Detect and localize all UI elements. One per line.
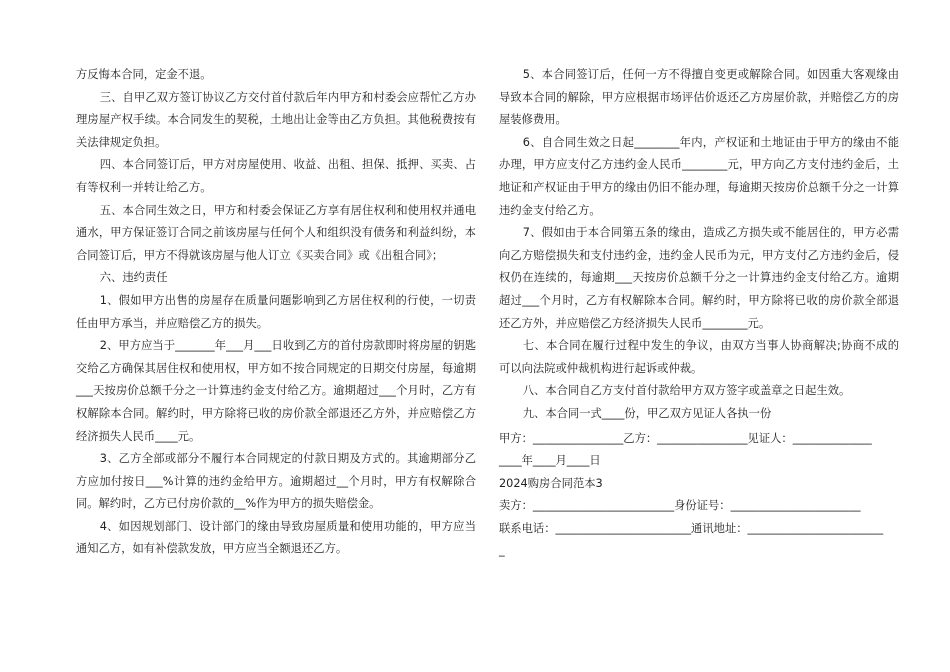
right-paragraphs bbox=[499, 64, 899, 426]
left-column bbox=[76, 64, 476, 561]
right-paragraph: 七、本合同在履行过程中发生的争议，由双方当事人协商解决;协商不成的可以向法院或仲裁机构进行起诉或仲裁。 bbox=[499, 339, 899, 375]
left-paragraph: 三、自甲乙双方签订协议乙方交付首付款后年内甲方和村委会应帮忙乙方办理房屋产权手续。本合同发生的契税，土地出让金等由乙方负担。其他税费按有关法律规定负担。 bbox=[76, 90, 476, 149]
right-paragraph: 八、本合同自乙方支付首付款给甲方双方签字或盖章之日起生效。 bbox=[522, 384, 851, 398]
seller-line: 卖方：_________________________身份证号：_______________________ bbox=[499, 499, 861, 513]
signature-block bbox=[499, 428, 899, 564]
left-paragraph: 方反悔本合同，定金不退。 bbox=[76, 68, 212, 81]
party-line: 甲方：________________乙方：________________见证人：______________ bbox=[499, 431, 872, 445]
contact-line: 联系电话：________________________通讯地址：________________________ bbox=[499, 521, 884, 535]
left-paragraph: 四、本合同签订后，甲方对房屋使用、收益、出租、担保、抵押、买卖、占有等权利一并转让给乙方。 bbox=[76, 158, 476, 194]
right-column bbox=[499, 64, 899, 563]
left-paragraph: 五、本合同生效之日，甲方和村委会保证乙方享有居住权利和使用权并通电通水，甲方保证签订合同之前该房屋与任何个人和组织没有债务和利益纠纷，本合同签订后，甲方不得就该房屋与他人订立《买卖合同》或《出租合同》； bbox=[76, 203, 476, 262]
section-title: 2024购房合同范本3 bbox=[499, 476, 603, 490]
left-paragraph: 1、假如甲方出售的房屋存在质量问题影响到乙方居住权利的行使，一切责任由甲方承当，并应赔偿乙方的损失。 bbox=[76, 293, 476, 330]
date-line: ____年____月____日 bbox=[499, 454, 601, 468]
right-paragraph: 5、本合同签订后，任何一方不得擅自变更或解除合同。如因重大客观缘由导致本合同的解除，甲方应根据市场评估价返还乙方房屋价款，并赔偿乙方的房屋装修费用。 bbox=[499, 68, 899, 127]
left-paragraph: 2、甲方应当于_______年___月___日收到乙方的首付房款即时将房屋的钥匙交给乙方确保其居住权和使用权，甲方如不按合同规定的日期交付房屋，每逾期___天按房价总额千分之一计算违约金支付给乙方。逾期超过___个月时，乙方有权解除本合同。解约时，甲方除将已收的房价款全部退还乙方外，并应赔偿乙方经济损失人民币____元。 bbox=[76, 339, 476, 443]
trailing-mark: _ bbox=[499, 544, 505, 558]
right-paragraph: 7、假如由于本合同第五条的缘由，造成乙方损失或不能居住的，甲方必需向乙方赔偿损失和支付违约金，违约金人民币为元，甲方支付乙方违约金后，侵权仍在连续的，每逾期___天按房价总额千分之一计算违约金支付给乙方。逾期超过___个月时，乙方有权解除本合同。解约时，甲方除将已收的房价款全部退还乙方外，并应赔偿乙方经济损失人民币________元。 bbox=[499, 226, 899, 330]
left-paragraph: 3、乙方全部或部分不履行本合同规定的付款日期及方式的。其逾期部分乙方应加付按日___%计算的违约金给甲方。逾期超过__个月时，甲方有权解除合同。解约时，乙方已付房价款的__%作为甲方的损失赔偿金。 bbox=[76, 452, 476, 511]
left-paragraph: 4、如因规划部门、设计部门的缘由导致房屋质量和使用功能的，甲方应当通知乙方，如有补偿款发放，甲方应当全额退还乙方。 bbox=[76, 519, 476, 556]
left-paragraph: 六、违约责任 bbox=[99, 271, 168, 285]
right-paragraph: 九、本合同一式____份，甲乙双方见证人各执一份 bbox=[522, 406, 772, 420]
right-paragraph: 6、自合同生效之日起________年内，产权证和土地证由于甲方的缘由不能办理，甲方应支付乙方违约金人民币________元，甲方向乙方支付违约金后，土地证和产权证由于甲方的缘由仍旧不能办理，每逾期天按房价总额千分之一计算违约金支付给乙方。 bbox=[499, 135, 899, 217]
